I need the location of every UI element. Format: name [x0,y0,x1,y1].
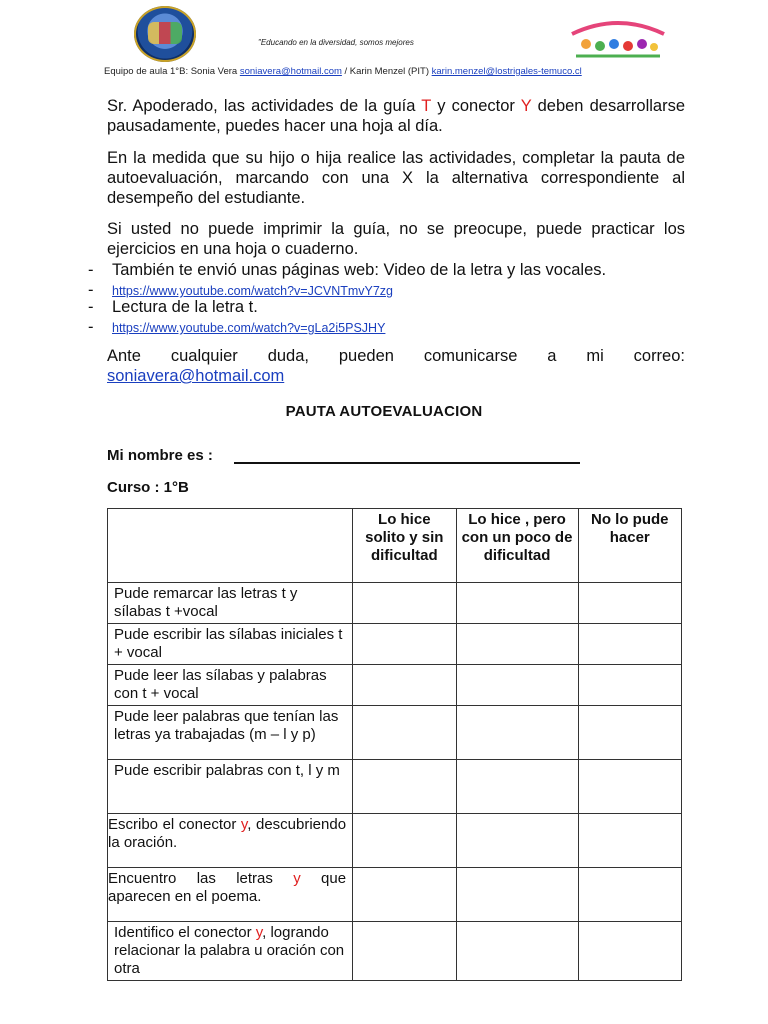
check-cell[interactable] [456,868,578,922]
intro-paragraph-2: En la medida que su hijo o hija realice las actividades, completar la pauta de autoevaluación, marcando con una X la alternativa correspondiente al desempeño del estudiante. [107,149,685,207]
bullet-dash: - [88,318,94,336]
youtube-link-2[interactable]: https://www.youtube.com/watch?v=gLa2i5PSJHY [112,321,386,335]
name-blank-line[interactable] [234,462,580,464]
check-cell[interactable] [578,922,681,981]
table-row [108,583,682,624]
bullet-item-4 [88,317,385,338]
bullet-dash: - [88,281,94,299]
row-label [108,814,353,868]
letter-y-highlight: Y [520,97,532,115]
bullet-dash: - [88,298,94,316]
team-middle: / Karin Menzel (PIT) [341,66,432,77]
connector-y-highlight: y [240,816,248,833]
bullet-item-1 [88,260,606,280]
check-cell[interactable] [353,706,456,760]
check-cell[interactable] [353,665,456,706]
youtube-link-1[interactable]: https://www.youtube.com/watch?v=JCVNTmvY7zg [112,284,394,298]
table-row [108,624,682,665]
intro-p1-text-b: y conector [431,97,521,115]
self-evaluation-table [107,508,682,981]
program-logo-right [566,14,670,62]
row-label: Pude leer palabras que tenían las letras ya trabajadas (m – l y p) [108,706,353,760]
row-label-part: que aparecen en el poema. [108,870,347,905]
table-row [108,706,682,760]
table-row [108,922,682,981]
intro-p1-text-a: Sr. Apoderado, las actividades de la guía [107,97,422,115]
check-cell[interactable] [578,665,681,706]
check-cell[interactable] [353,760,456,814]
check-cell[interactable] [578,583,681,624]
check-cell[interactable] [353,624,456,665]
table-row [108,665,682,706]
check-cell[interactable] [456,814,578,868]
row-label-part: , descubriendo la oración. [108,816,347,851]
check-cell[interactable] [353,922,456,981]
row-label [108,868,353,922]
school-logo-left [134,6,196,62]
header-solito: Lo hice solito y sin dificultad [353,509,456,583]
table-row [108,868,682,922]
intro-p1-text-c: deben desarrollarse pausadamente, puedes hacer una hoja al día. [107,97,686,135]
check-cell[interactable] [578,814,681,868]
check-cell[interactable] [353,583,456,624]
intro-paragraph-3: Si usted no puede imprimir la guía, no se preocupe, puede practicar los ejercicios en una hoja o cuaderno. [107,220,685,258]
row-label [108,922,353,981]
row-label: Pude leer las sílabas y palabras con t + vocal [108,665,353,706]
bullet-text: También te envió unas páginas web: Video de la letra y las vocales. [112,261,607,279]
intro-paragraph-1 [107,96,685,136]
team-email-link-2[interactable]: karin.menzel@lostrigales-temuco.cl [431,66,582,77]
letter-t-highlight: T [421,97,432,115]
check-cell[interactable] [456,583,578,624]
bullet-text: Lectura de la letra t. [112,298,258,316]
check-cell[interactable] [578,706,681,760]
row-label-part: Encuentro las letras [108,870,294,887]
header-empty-cell [108,509,353,583]
check-cell[interactable] [456,706,578,760]
row-label: Pude escribir las sílabas iniciales t + vocal [108,624,353,665]
header-no-pude: No lo pude hacer [578,509,681,583]
check-cell[interactable] [456,665,578,706]
check-cell[interactable] [456,760,578,814]
check-cell[interactable] [456,624,578,665]
check-cell[interactable] [578,624,681,665]
contact-email-link[interactable]: soniavera@hotmail.com [107,367,285,385]
name-label: Mi nombre es : [107,447,213,464]
check-cell[interactable] [353,868,456,922]
contact-text: Ante cualquier duda, pueden comunicarse a mi correo: [107,347,685,365]
row-label: Pude escribir palabras con t, l y m [108,760,353,814]
check-cell[interactable] [353,814,456,868]
course-label: Curso : 1°B [107,479,189,496]
row-label-part: , logrando relacionar la palabra u oración con otra [114,924,345,977]
check-cell[interactable] [456,922,578,981]
school-motto: "Educando en la diversidad, somos mejores [258,38,414,47]
connector-y-highlight: y [255,924,263,941]
pauta-title: PAUTA AUTOEVALUACION [285,403,483,420]
header-con-dificultad: Lo hice , pero con un poco de dificultad [456,509,578,583]
table-header-row [108,509,682,583]
bullet-dash: - [88,261,94,279]
check-cell[interactable] [578,760,681,814]
team-info-line [104,66,582,77]
team-prefix: Equipo de aula 1°B: Sonia Vera [104,66,240,77]
bullet-item-3 [88,297,258,317]
team-email-link-1[interactable]: soniavera@hotmail.com [239,66,342,77]
table-row [108,814,682,868]
row-label-part: Escribo el conector [108,816,241,833]
row-label: Pude remarcar las letras t y sílabas t +vocal [108,583,353,624]
connector-y-highlight: y [293,870,301,887]
check-cell[interactable] [578,868,681,922]
table-row [108,760,682,814]
row-label-part: Identifico el conector [114,924,256,941]
contact-paragraph [107,346,685,386]
